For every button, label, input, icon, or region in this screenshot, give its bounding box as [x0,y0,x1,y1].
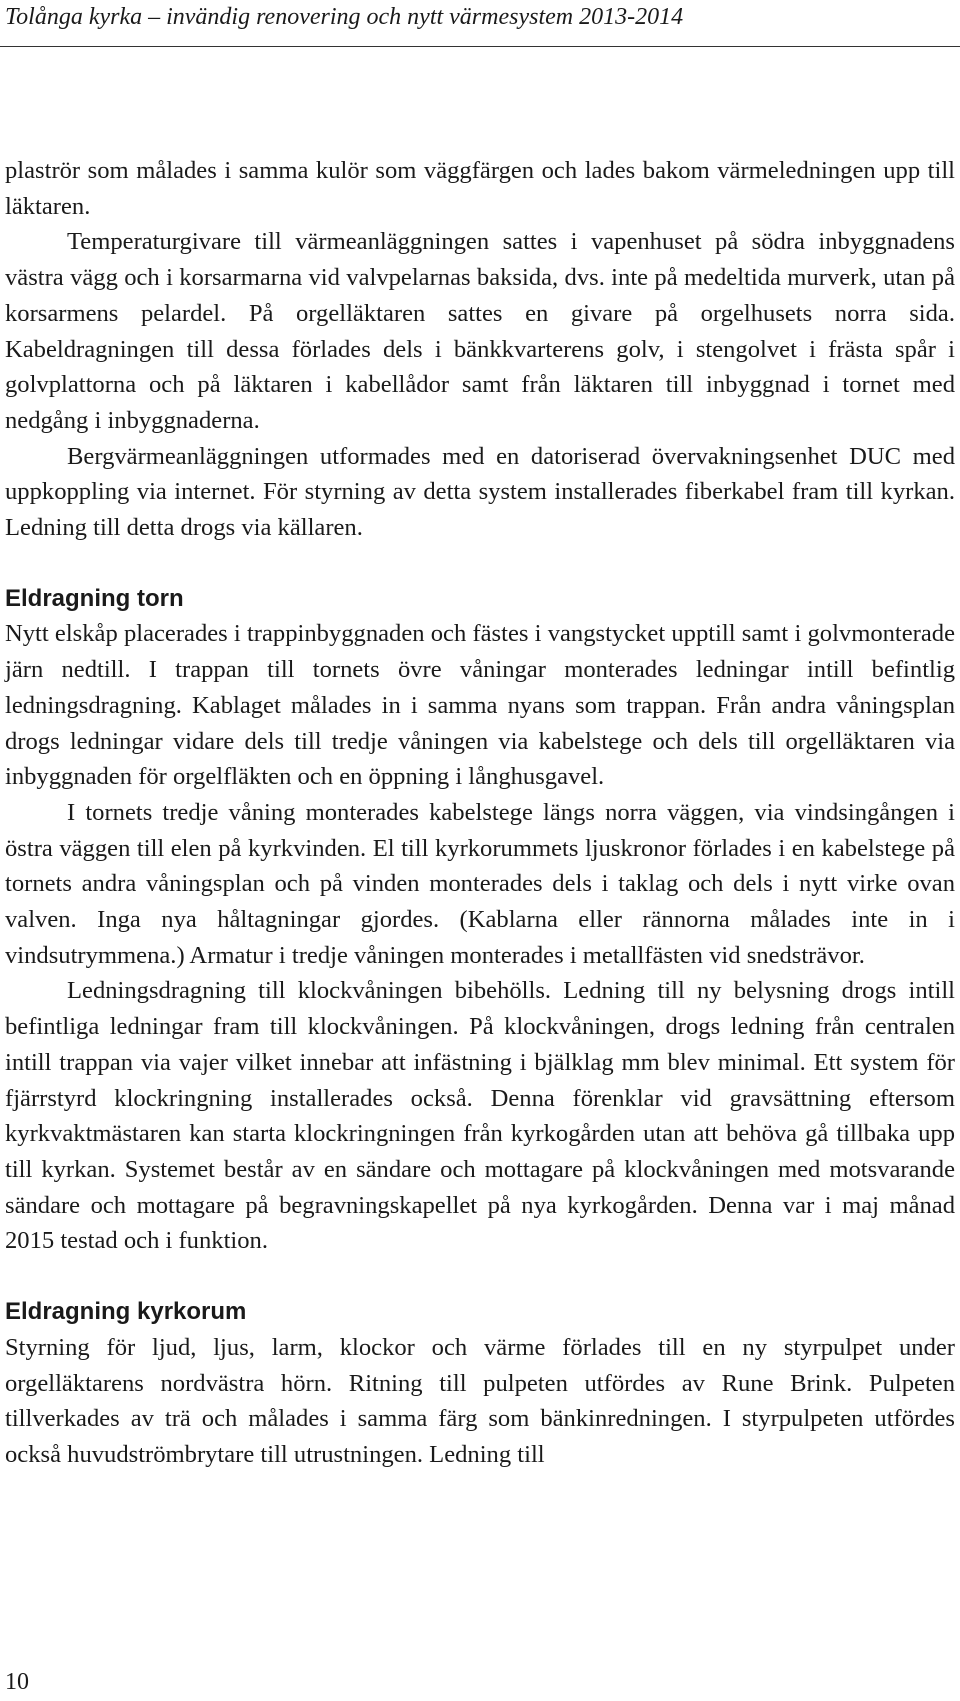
paragraph: Temperaturgivare till värmeanläggningen sattes i vapenhuset på södra inbyggnadens västra vägg och i korsarmarna vid valvpelarnas baksida, dvs. inte på medeltida murverk, utan på korsarmens pelardel. På orgelläktaren sattes en givare på orgelhusets norra sida. Kabeldragningen till dessa förlades dels i bänkkvarterens golv, i stengolvet i frästa spår i golvplattorna och på läktaren i kabellådor samt från läktaren till inbyggnad i tornet med nedgång i inbyggnaderna. [5,228,955,434]
section-heading-tower: Eldragning torn [5,584,184,612]
running-header: Tolånga kyrka – invändig renovering och nytt värmesystem 2013-2014 [5,4,684,30]
paragraph: Styrning för ljud, ljus, larm, klockor och värme förlades till en ny styrpulpet under orgelläktarens nordvästra hörn. Ritning till pulpeten utfördes av Rune Brink. Pulpeten tillverkades av trä och målades i samma färg som bänkinredningen. I styrpulpeten utfördes också huvudströmbrytare till utrustningen. Ledning till [5,1333,955,1468]
paragraph: Bergvärmeanläggningen utformades med en datoriserad övervakningsenhet DUC med uppkoppling via internet. För styrning av detta system installerades fiberkabel fram till kyrkan. Ledning till detta drogs via källaren. [5,442,955,542]
paragraph: I tornets tredje våning monterades kabelstege längs norra väggen, via vindsingången i östra väggen till elen på kyrkvinden. El till kyrkorummets ljuskronor förlades i en kabelstege på tornets andra våningsplan och på vinden monterades dels i taklag och dels i nytt virke ovan valven. Inga nya håltagningar gjordes. (Kablarna eller rännorna målades inte in i vindsutrymmena.) Armatur i tredje våningen monterades i metallfästen vid snedsträvor. [5,798,955,969]
paragraph: plaströr som målades i samma kulör som väggfärgen och lades bakom värmeledningen upp till läktaren. [5,157,955,220]
header-divider [0,46,960,47]
paragraph: Ledningsdragning till klockvåningen bibehölls. Ledning till ny belysning drogs intill befintliga ledningar fram till klockvåningen. På klockvåningen, drogs ledning från centralen intill trappan via vajer vilket innebar att infästning i bjälklag mm blev minimal. Ett system för fjärrstyrd klockringning installerades också. Denna förenklar vid gravsättning eftersom kyrkvaktmästaren kan starta klockringningen från kyrkogården utan att behöva gå tillbaka upp till kyrkan. Systemet består av en sändare och mottagare på klockvåningen med motsvarande sändare och mottagare på begravningskapellet på nya kyrkogården. Denna var i maj månad 2015 testad och i funktion. [5,977,955,1255]
paragraph: Nytt elskåp placerades i trappinbyggnaden och fästes i vangstycket upptill samt i golvmonterade järn nedtill. I trappan till tornets övre våningar monterades ledningar intill befintlig ledningsdragning. Kablaget målades in i samma nyans som trappan. Från andra våningsplan drogs ledningar vidare dels till tredje våningen via kabelstege och dels till orgelläktaren via inbyggnaden för orgelfläkten och en öppning i långhusgavel. [5,620,955,791]
section-heading-nave: Eldragning kyrkorum [5,1298,247,1326]
page-number: 10 [5,1669,29,1695]
body-text [5,153,955,1473]
